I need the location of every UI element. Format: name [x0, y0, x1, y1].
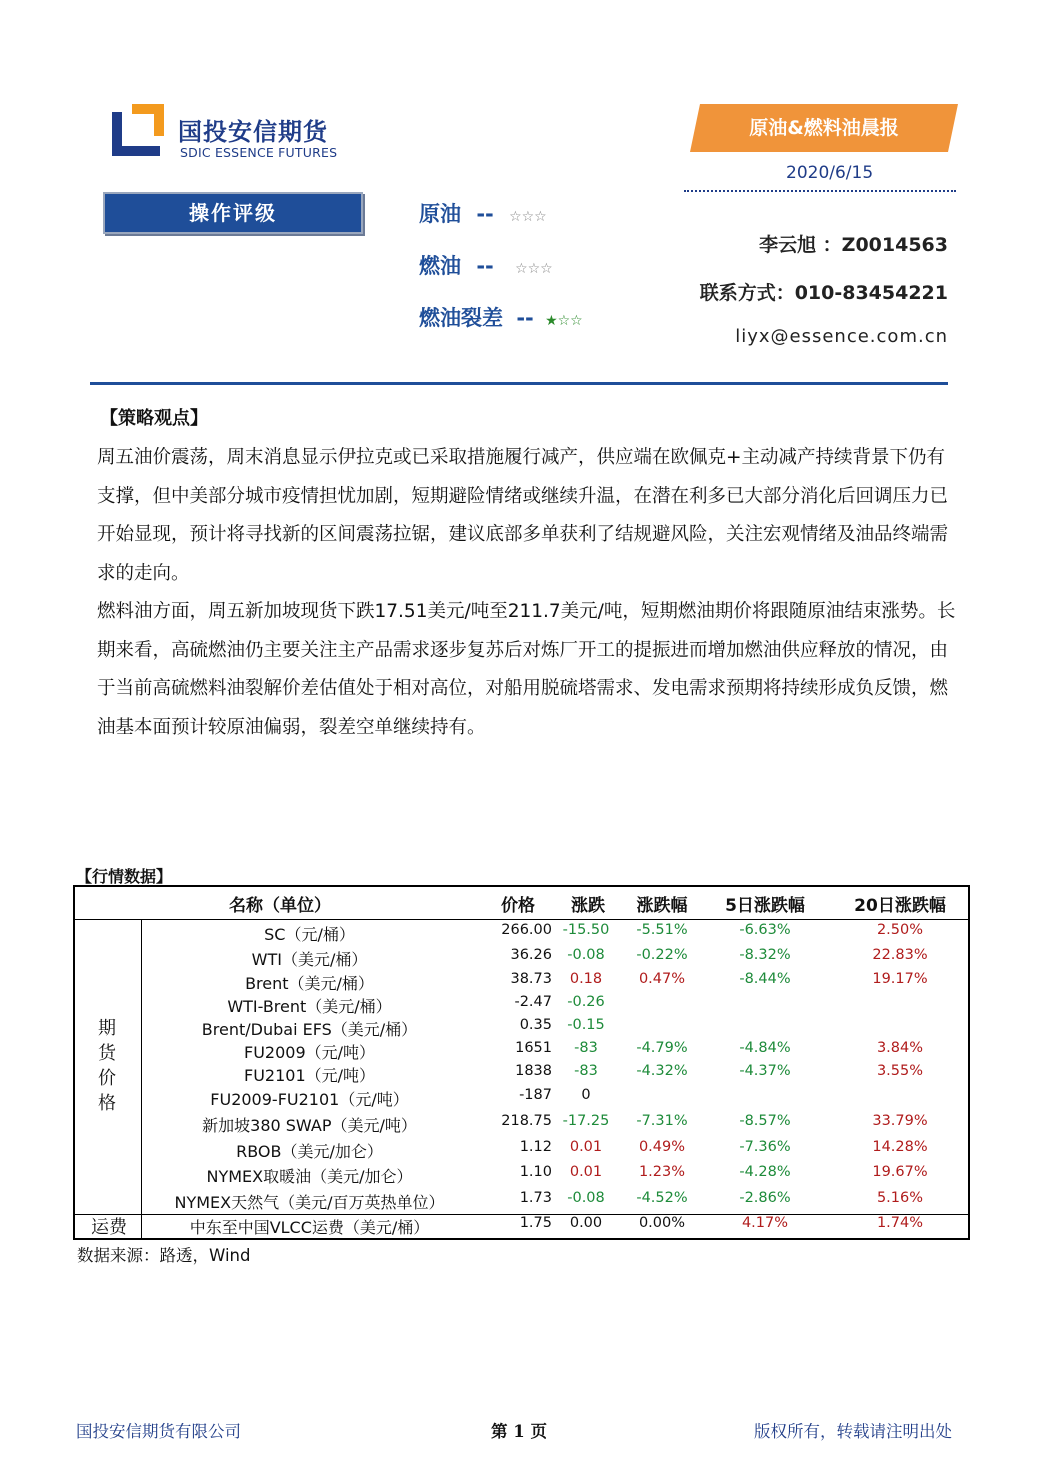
rating-box-label: 操作评级 — [189, 201, 277, 225]
table-cell-change-5d: 4.17% — [741, 1215, 789, 1231]
table-cell-change-pct: -5.51% — [636, 922, 688, 938]
table-cell-change-20d: 5.16% — [876, 1190, 924, 1206]
data-source-note: 数据来源：路透，Wind — [77, 1246, 251, 1265]
table-cell-change-20d: 33.79% — [872, 1113, 928, 1129]
col-header-name: 名称（单位） — [229, 896, 331, 916]
table-cell-change: -15.50 — [562, 922, 610, 938]
col-header-price: 价格 — [501, 896, 535, 916]
table-cell-change: -0.08 — [567, 1190, 605, 1206]
table-cell-change-pct: -4.32% — [636, 1063, 688, 1079]
table-cell-change: 0.00 — [569, 1215, 603, 1231]
table-cell-change-5d: -7.36% — [739, 1139, 791, 1155]
rating-name: 原油 — [419, 202, 461, 226]
star-rating-icon: ☆☆☆ — [515, 261, 553, 277]
star-rating-icon: ★☆☆ — [545, 313, 583, 329]
table-cell-change-pct: 1.23% — [638, 1164, 686, 1180]
col-header-pct: 涨跌幅 — [636, 896, 688, 916]
group-label-freight: 运费 — [91, 1217, 127, 1238]
market-table-title: 【行情数据】 — [76, 867, 173, 886]
rating-sep: -- — [476, 254, 494, 278]
table-cell-change-20d: 22.83% — [872, 947, 928, 963]
report-date: 2020/6/15 — [786, 163, 874, 183]
table-cell-change: 0.01 — [569, 1164, 603, 1180]
table-cell-change-5d: -8.57% — [739, 1113, 791, 1129]
table-cell-price: 1651 — [515, 1040, 552, 1056]
table-cell-change-pct: -4.79% — [636, 1040, 688, 1056]
star-rating-icon: ☆☆☆ — [509, 209, 547, 225]
table-cell-price: 1.75 — [519, 1215, 552, 1231]
table-cell-name: Brent/Dubai EFS（美元/桶） — [201, 1020, 418, 1039]
table-cell-price: 266.00 — [501, 922, 552, 938]
table-cell-change-pct: -7.31% — [636, 1113, 688, 1129]
table-cell-name: Brent（美元/桶） — [245, 974, 374, 993]
footer-page-number: 第 1 页 — [491, 1422, 547, 1441]
table-cell-change-5d: -6.63% — [739, 922, 791, 938]
company-name-en: SDIC ESSENCE FUTURES — [180, 145, 338, 160]
table-cell-change: -83 — [574, 1063, 598, 1079]
table-cell-change-5d: -2.86% — [739, 1190, 791, 1206]
analyst-email: liyx@essence.com.cn — [735, 326, 948, 347]
table-cell-price: 1.12 — [519, 1139, 552, 1155]
table-cell-price: 36.26 — [510, 947, 552, 963]
table-cell-change: -0.15 — [567, 1017, 605, 1033]
table-cell-change-pct: -0.22% — [636, 947, 688, 963]
table-cell-name: FU2009-FU2101（元/吨） — [210, 1090, 409, 1109]
table-cell-name: WTI-Brent（美元/桶） — [227, 997, 392, 1016]
header-divider — [90, 382, 948, 385]
rating-sep: -- — [476, 202, 494, 226]
table-cell-change-20d: 19.67% — [872, 1164, 928, 1180]
table-cell-change-20d: 19.17% — [872, 971, 928, 987]
strategy-title: 【策略观点】 — [100, 408, 208, 429]
rating-crude — [419, 198, 547, 228]
table-cell-price: 38.73 — [510, 971, 552, 987]
table-cell-change: -17.25 — [562, 1113, 610, 1129]
col-header-change: 涨跌 — [571, 896, 605, 916]
table-cell-change: 0.01 — [569, 1139, 603, 1155]
table-cell-name: WTI（美元/桶） — [251, 950, 368, 969]
table-cell-name: 新加坡380 SWAP（美元/吨） — [202, 1116, 417, 1135]
col-header-20d: 20日涨跌幅 — [854, 896, 946, 916]
table-cell-name: RBOB（美元/加仑） — [236, 1142, 383, 1161]
company-logo-icon — [112, 104, 164, 156]
rating-fuel-crack — [419, 302, 583, 332]
table-cell-change: 0.18 — [569, 971, 603, 987]
table-cell-change-20d: 2.50% — [876, 922, 924, 938]
dotted-divider — [684, 190, 956, 192]
table-cell-change: -0.08 — [567, 947, 605, 963]
footer-company: 国投安信期货有限公司 — [76, 1422, 241, 1441]
table-cell-change-20d: 3.84% — [876, 1040, 924, 1056]
table-cell-change-20d: 3.55% — [876, 1063, 924, 1079]
table-cell-change: -0.26 — [567, 994, 605, 1010]
table-cell-change-5d: -4.37% — [739, 1063, 791, 1079]
table-cell-price: 1.10 — [519, 1164, 552, 1180]
table-cell-change-5d: -8.44% — [739, 971, 791, 987]
table-cell-name: NYMEX天然气（美元/百万英热单位） — [174, 1193, 445, 1212]
table-header-rule — [73, 919, 970, 920]
report-title: 原油&燃料油晨报 — [749, 117, 899, 139]
table-cell-name: SC（元/桶） — [264, 925, 355, 944]
footer-copyright: 版权所有，转载请注明出处 — [754, 1422, 952, 1441]
table-cell-price: 0.35 — [519, 1017, 552, 1033]
table-cell-change-pct: 0.47% — [638, 971, 686, 987]
strategy-paragraph-1: 周五油价震荡，周末消息显示伊拉克或已采取措施履行减产，供应端在欧佩克+主动减产持续背景下仍有支撑，但中美部分城市疫情担忧加剧，短期避险情绪或继续升温，在潜在利多已大部分消化后回调压力已开始显现，预计将寻找新的区间震荡拉锯，建议底部多单获利了结规避风险，关注宏观情绪及油品终端需求的走向。 — [97, 447, 949, 584]
analyst-contact: 联系方式：010-83454221 — [699, 282, 948, 304]
rating-name: 燃油 — [419, 254, 461, 278]
company-name-cn: 国投安信期货 — [178, 118, 328, 146]
table-cell-name: 中东至中国VLCC运费（美元/桶） — [189, 1218, 430, 1237]
table-cell-change-pct: -4.52% — [636, 1190, 688, 1206]
analyst-name: 李云旭 ：Z0014563 — [759, 234, 948, 256]
table-cell-price: -187 — [519, 1087, 552, 1103]
col-header-5d: 5日涨跌幅 — [725, 896, 805, 916]
table-cell-name: NYMEX取暖油（美元/加仑） — [206, 1167, 413, 1186]
table-cell-price: 1.73 — [519, 1190, 552, 1206]
table-cell-change-20d: 1.74% — [876, 1215, 924, 1231]
table-cell-price: 1838 — [515, 1063, 552, 1079]
group-label-futures: 期 货 价 格 — [98, 1018, 116, 1114]
rating-sep: -- — [516, 306, 534, 330]
table-cell-change: 0 — [581, 1087, 591, 1103]
table-cell-name: FU2101（元/吨） — [243, 1066, 376, 1085]
table-cell-change-5d: -4.84% — [739, 1040, 791, 1056]
table-cell-change-5d: -8.32% — [739, 947, 791, 963]
table-cell-name: FU2009（元/吨） — [243, 1043, 376, 1062]
table-cell-change-pct: 0.49% — [638, 1139, 686, 1155]
table-cell-change-5d: -4.28% — [739, 1164, 791, 1180]
table-cell-price: -2.47 — [514, 994, 552, 1010]
table-cell-price: 218.75 — [501, 1113, 552, 1129]
rating-fuel — [419, 250, 553, 280]
table-cell-change: -83 — [574, 1040, 598, 1056]
strategy-paragraph-2: 燃料油方面，周五新加坡现货下跌17.51美元/吨至211.7美元/吨，短期燃油期价将跟随原油结束涨势。长期来看，高硫燃油仍主要关注主产品需求逐步复苏后对炼厂开工的提振进而增加燃油供应释放的情况，由于当前高硫燃料油裂解价差估值处于相对高位，对船用脱硫塔需求、发电需求预期将持续形成负反馈，燃油基本面预计较原油偏弱，裂差空单继续持有。 — [97, 601, 956, 738]
table-cell-change-20d: 14.28% — [872, 1139, 928, 1155]
table-cell-change-pct: 0.00% — [638, 1215, 686, 1231]
rating-name: 燃油裂差 — [419, 306, 503, 330]
